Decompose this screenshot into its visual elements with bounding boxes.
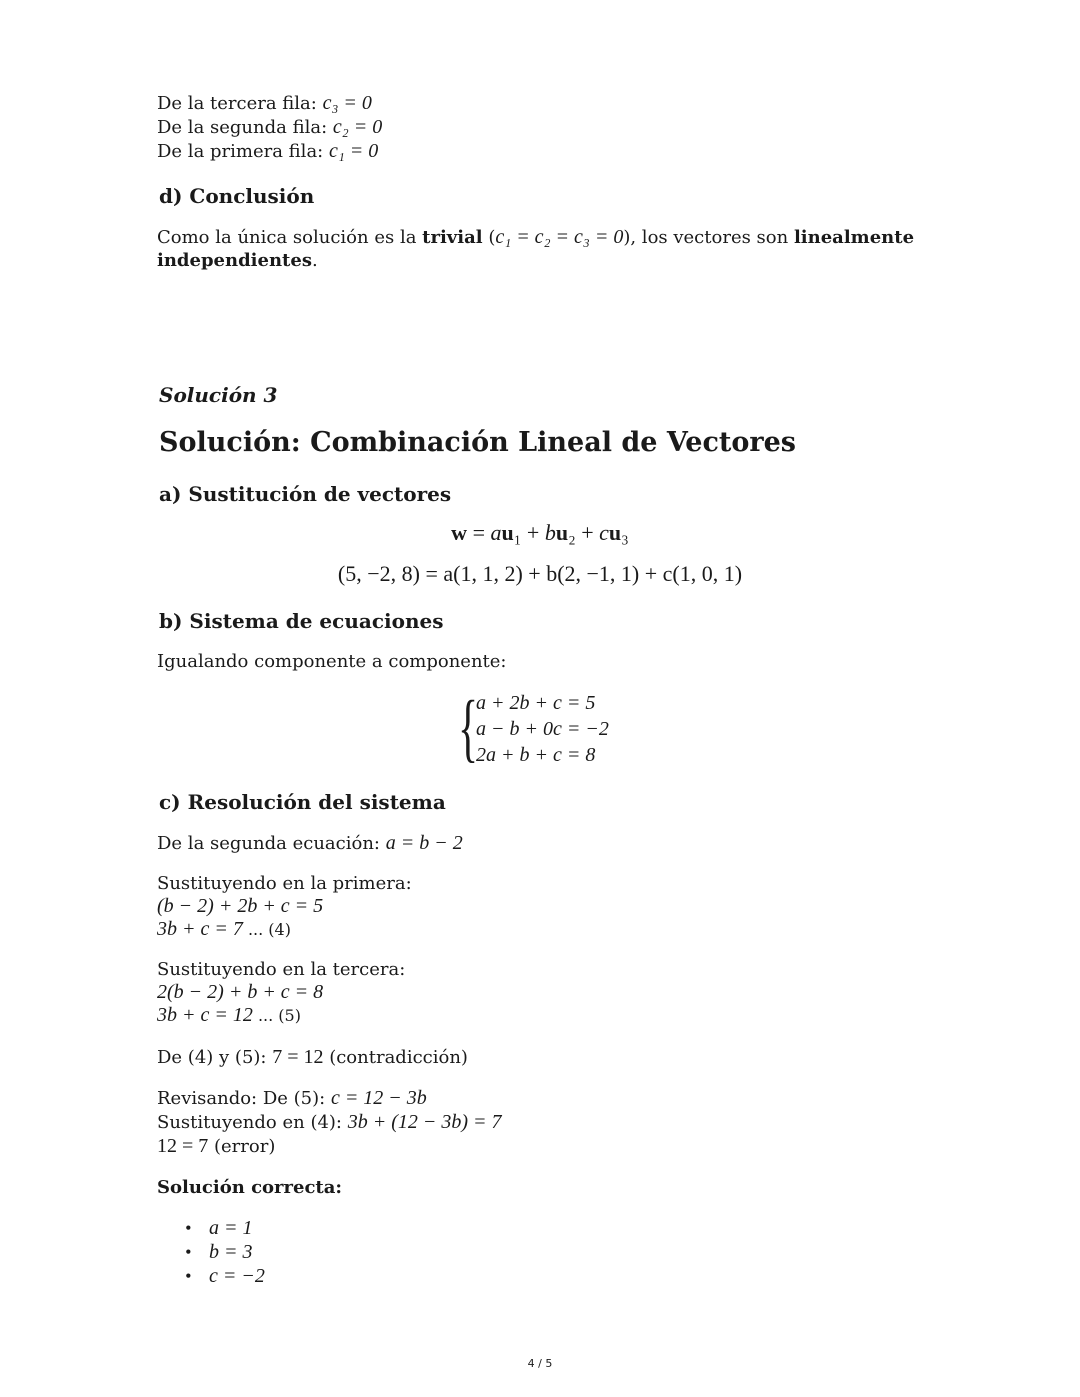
solution-label: Solución 3 bbox=[159, 383, 278, 407]
row-line-1: De la primera fila: c₁ = 0 bbox=[157, 140, 379, 162]
review-line-1: Revisando: De (5): c = 12 − 3b bbox=[157, 1087, 427, 1109]
list-item: • c = −2 bbox=[185, 1264, 265, 1288]
section-c-heading: c) Resolución del sistema bbox=[159, 790, 446, 814]
second-equation-line: De la segunda ecuación: a = b − 2 bbox=[157, 832, 463, 854]
system-brace: { bbox=[458, 686, 479, 770]
conclusion-text: Como la única solución es la trivial (c₁ = c₂ = c₃ = 0), los vectores son linealmente bbox=[157, 226, 915, 248]
sub-third-eq2: 3b + c = 12 ... (5) bbox=[157, 1004, 301, 1026]
section-b-heading: b) Sistema de ecuaciones bbox=[159, 609, 444, 633]
answer-list bbox=[185, 1216, 265, 1288]
system-eq-2: a − b + 0c = −2 bbox=[476, 718, 609, 740]
row-line-2: De la segunda fila: c₂ = 0 bbox=[157, 116, 383, 138]
sub-first-eq2: 3b + c = 7 ... (4) bbox=[157, 918, 291, 940]
review-line-3: 12 = 7 (error) bbox=[157, 1135, 276, 1157]
conclusion-heading: d) Conclusión bbox=[159, 184, 315, 208]
sub-first-text: Sustituyendo en la primera: bbox=[157, 873, 412, 894]
conclusion-text-cont: independientes. bbox=[157, 250, 318, 271]
sub-first-eq1: (b − 2) + 2b + c = 5 bbox=[157, 895, 324, 917]
list-item: • b = 3 bbox=[185, 1240, 265, 1264]
row-line-3: De la tercera fila: c₃ = 0 bbox=[157, 92, 372, 114]
list-item: • a = 1 bbox=[185, 1216, 265, 1240]
page-title: Solución: Combinación Lineal de Vectores bbox=[159, 427, 796, 458]
equation-substitution: (5, −2, 8) = a(1, 1, 2) + b(2, −1, 1) + c(1, 0, 1) bbox=[337, 561, 743, 586]
sub-third-text: Sustituyendo en la tercera: bbox=[157, 959, 406, 980]
equation-w: w = au₁ + bu₂ + cu₃ bbox=[451, 520, 629, 545]
system-eq-3: 2a + b + c = 8 bbox=[476, 744, 596, 766]
correct-solution-label: Solución correcta: bbox=[157, 1177, 343, 1198]
section-a-heading: a) Sustitución de vectores bbox=[159, 482, 452, 506]
system-eq-1: a + 2b + c = 5 bbox=[476, 692, 596, 714]
review-line-2: Sustituyendo en (4): 3b + (12 − 3b) = 7 bbox=[157, 1111, 502, 1133]
page-number: 4 / 5 bbox=[527, 1357, 553, 1370]
contradiction-line: De (4) y (5): 7 = 12 (contradicción) bbox=[157, 1046, 468, 1068]
sub-third-eq1: 2(b − 2) + b + c = 8 bbox=[157, 981, 324, 1003]
section-b-text: Igualando componente a componente: bbox=[157, 651, 507, 672]
equation-system bbox=[476, 690, 609, 768]
